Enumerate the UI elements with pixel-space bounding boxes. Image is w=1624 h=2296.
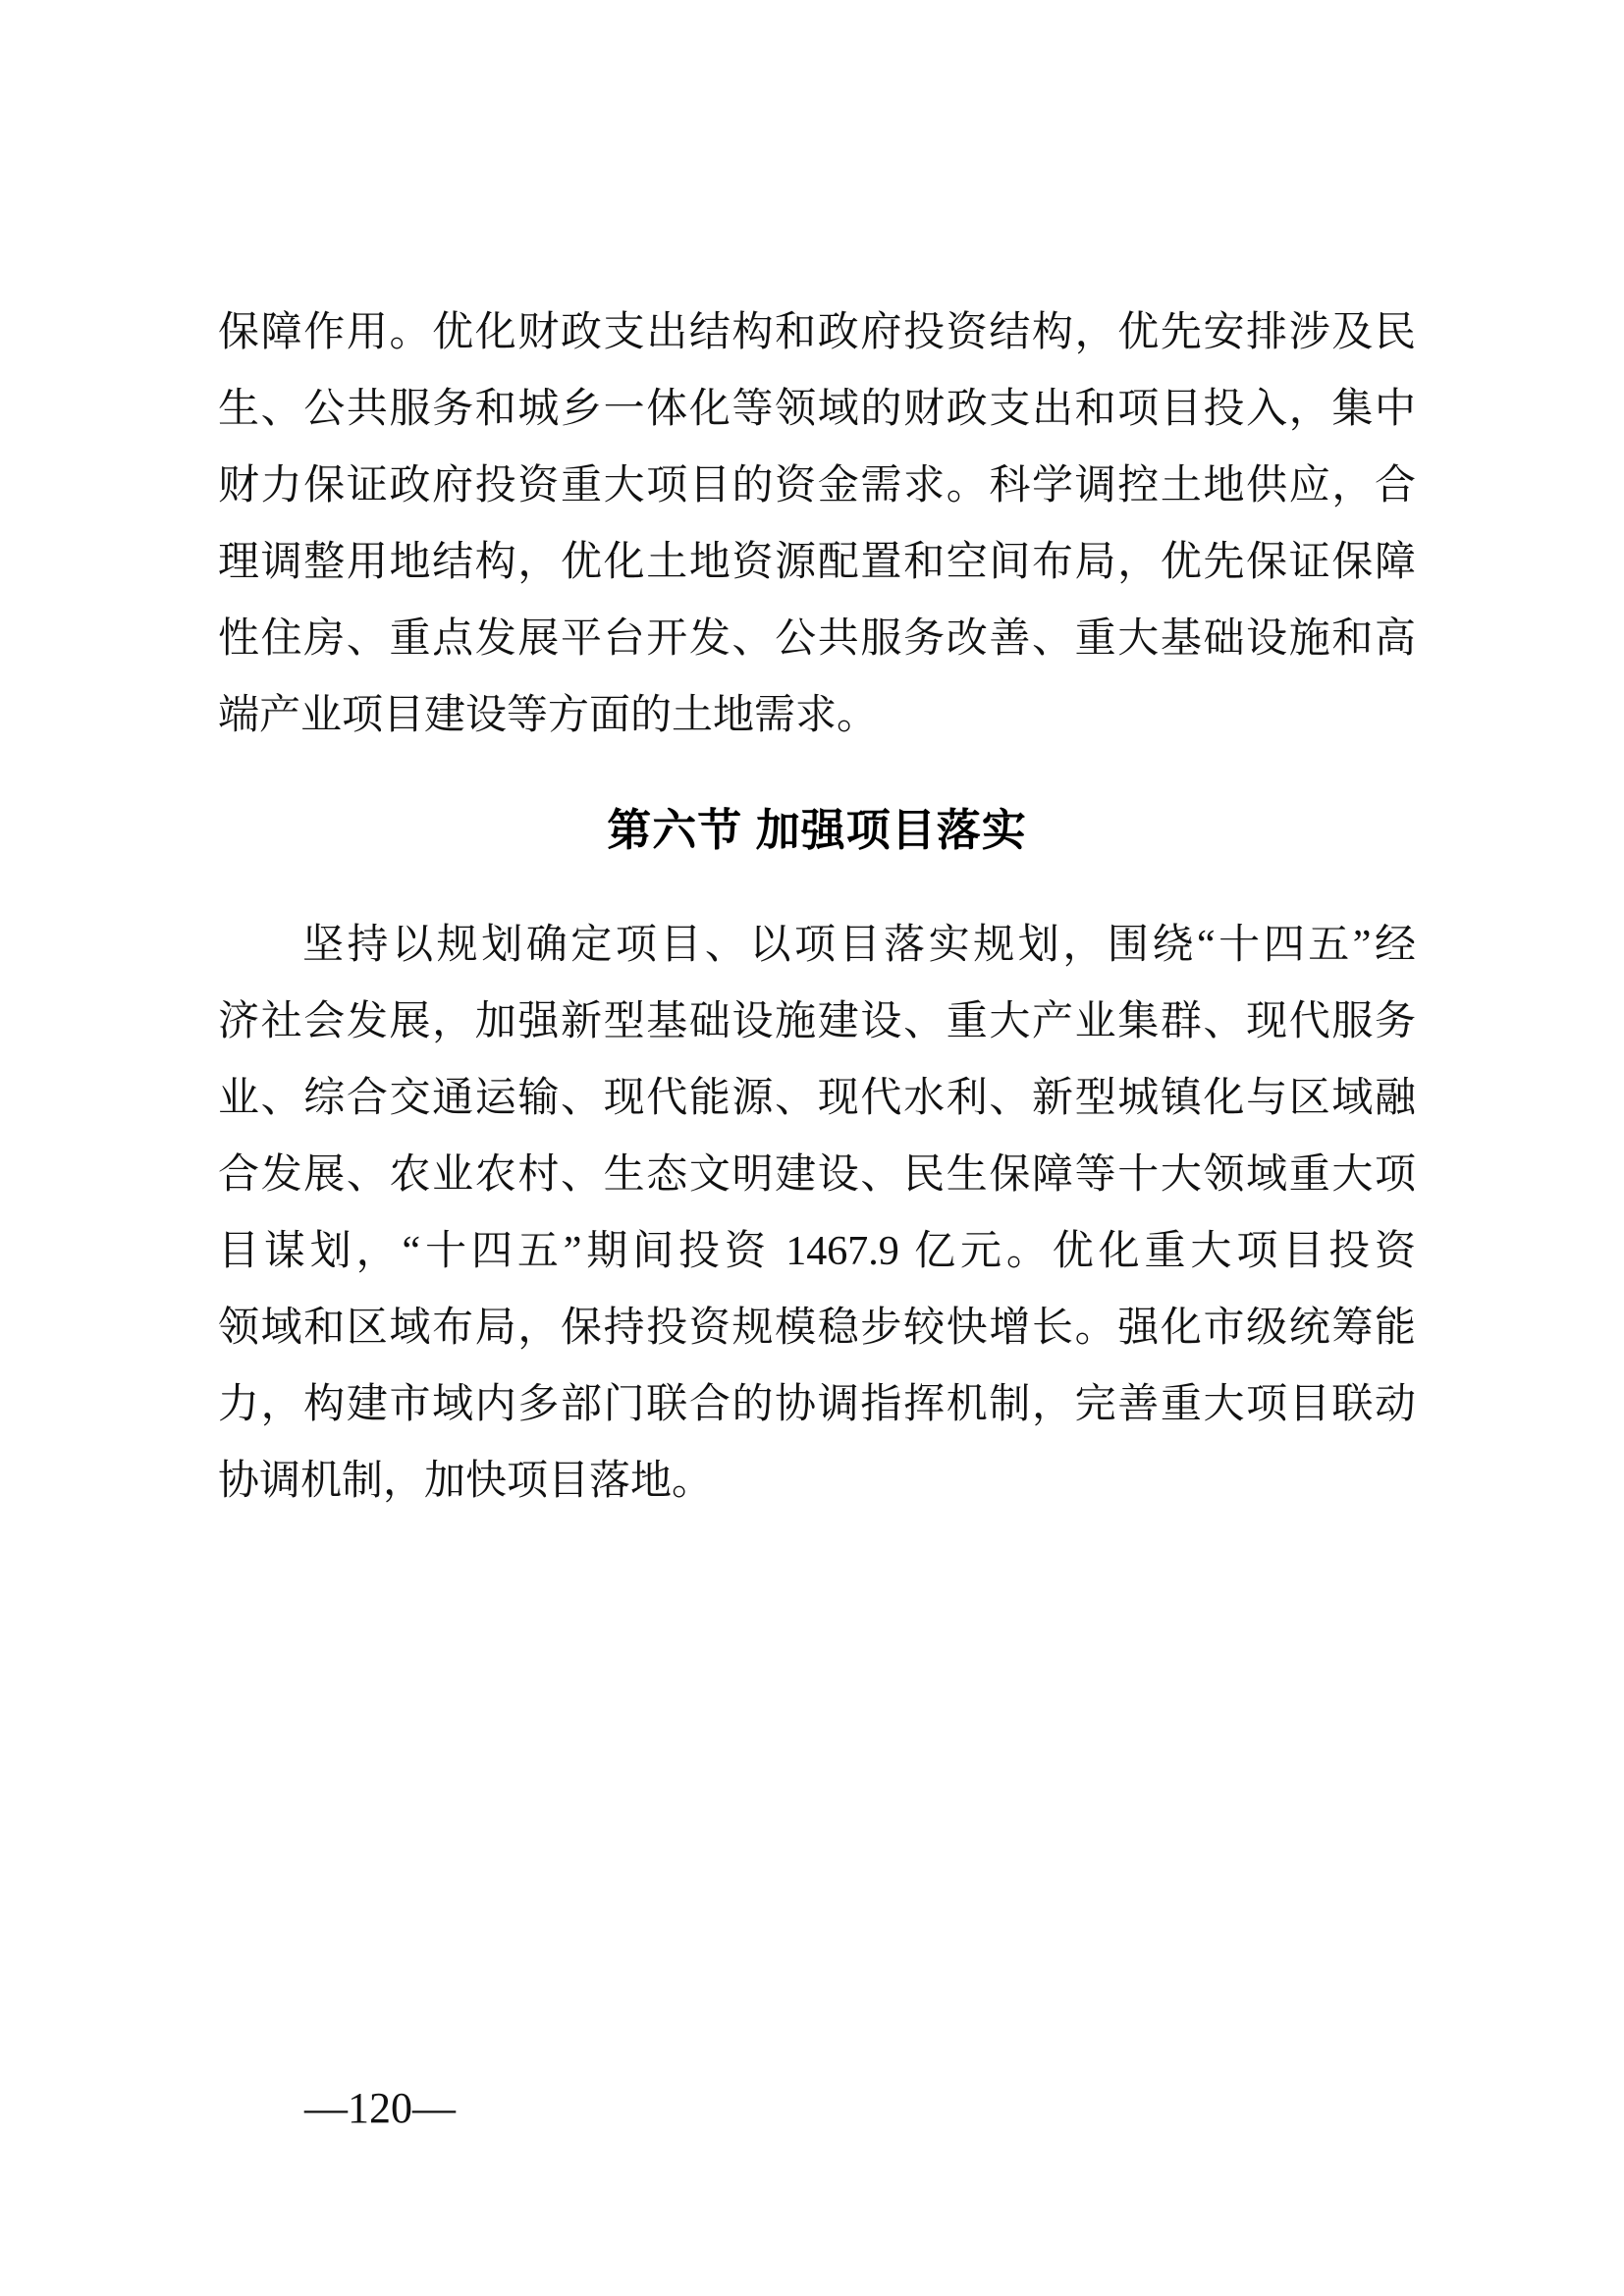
body-line: 济社会发展，加强新型基础设施建设、重大产业集群、现代服务 <box>218 999 1416 1044</box>
body-line: 坚持以规划确定项目、以项目落实规划，围绕“十四五”经 <box>302 923 1416 968</box>
body-line: 财力保证政府投资重大项目的资金需求。科学调控土地供应，合 <box>218 463 1416 508</box>
body-line: 端产业项目建设等方面的土地需求。 <box>218 693 879 738</box>
text-block <box>218 294 1416 1520</box>
body-line: 保障作用。优化财政支出结构和政府投资结构，优先安排涉及民 <box>218 310 1416 355</box>
body-line: 业、综合交通运输、现代能源、现代水利、新型城镇化与区域融 <box>218 1076 1416 1121</box>
section-heading: 第六节 加强项目落实 <box>607 805 1027 855</box>
body-line: 目谋划，“十四五”期间投资 1467.9 亿元。优化重大项目投资 <box>218 1229 1416 1274</box>
page-number: —120— <box>304 2084 456 2132</box>
paragraph-2 <box>218 907 1416 1520</box>
body-line: 领域和区域布局，保持投资规模稳步较快增长。强化市级统筹能 <box>218 1306 1416 1351</box>
paragraph-1 <box>218 294 1416 754</box>
body-line: 力，构建市域内多部门联合的协调指挥机制，完善重大项目联动 <box>218 1382 1416 1427</box>
body-line: 性住房、重点发展平台开发、公共服务改善、重大基础设施和高 <box>218 616 1416 662</box>
body-line: 生、公共服务和城乡一体化等领域的财政支出和项目投入，集中 <box>218 387 1416 432</box>
body-line: 协调机制，加快项目落地。 <box>218 1459 714 1504</box>
body-line: 理调整用地结构，优化土地资源配置和空间布局，优先保证保障 <box>218 540 1416 585</box>
body-line: 合发展、农业农村、生态文明建设、民生保障等十大领域重大项 <box>218 1152 1416 1198</box>
